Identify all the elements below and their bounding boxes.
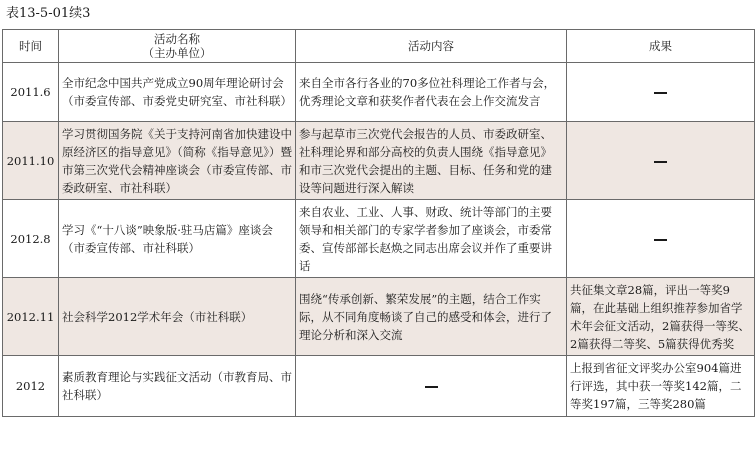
row-activity-name: 学习贯彻国务院《关于支持河南省加快建设中原经济区的指导意见》（简称《指导意见》）暨市第三次党代会精神座谈会（市委宣传部、市委政研室、市社科联） (59, 122, 296, 200)
header-activity-name (59, 30, 296, 63)
row-activity-name: 素质教育理论与实践征文活动（市教育局、市社科联） (59, 356, 296, 417)
header-content: 活动内容 (296, 30, 567, 63)
row-content: 参与起草市三次党代会报告的人员、市委政研室、社科理论界和部分高校的负责人围绕《指导意见》和市三次党代会提出的主题、目标、任务和党的建设等问题进行深入解读 (296, 122, 567, 200)
header-activity-name-label: 活动名称 (154, 32, 200, 46)
table-header-row (3, 30, 755, 63)
header-time: 时间 (3, 30, 59, 63)
dash-icon (425, 386, 438, 388)
row-content-empty (296, 356, 567, 417)
row-time: 2012.11 (3, 278, 59, 356)
header-activity-name-sub: （主办单位） (142, 46, 212, 60)
dash-icon (654, 239, 667, 241)
row-time: 2012.8 (3, 200, 59, 278)
row-activity-name: 社会科学2012学术年会（市社科联） (59, 278, 296, 356)
row-time: 2012 (3, 356, 59, 417)
table-caption: 表13-5-01续3 (6, 6, 91, 21)
row-results-empty (567, 122, 755, 200)
row-time: 2011.6 (3, 63, 59, 122)
dash-icon (654, 92, 667, 94)
activities-table (2, 29, 755, 417)
table-row (3, 356, 755, 417)
row-content: 来自农业、工业、人事、财政、统计等部门的主要领导和相关部门的专家学者参加了座谈会，市委常委、宣传部部长赵焕之同志出席会议并作了重要讲话 (296, 200, 567, 278)
table-row (3, 122, 755, 200)
row-activity-name: 学习《“十八谈”映象版·驻马店篇》座谈会（市委宣传部、市社科联） (59, 200, 296, 278)
header-results: 成果 (567, 30, 755, 63)
row-results-empty (567, 200, 755, 278)
table-row (3, 63, 755, 122)
table-row (3, 200, 755, 278)
row-time: 2011.10 (3, 122, 59, 200)
row-content: 围绕“传承创新、繁荣发展”的主题，结合工作实际，从不同角度畅谈了自己的感受和体会，进行了理论分析和深入交流 (296, 278, 567, 356)
table-row (3, 278, 755, 356)
dash-icon (654, 161, 667, 163)
row-results-empty (567, 63, 755, 122)
row-content: 来自全市各行各业的70多位社科理论工作者与会，优秀理论文章和获奖作者代表在会上作交流发言 (296, 63, 567, 122)
row-results: 上报到省征文评奖办公室904篇进行评选，其中获一等奖142篇，二等奖197篇，三等奖280篇 (567, 356, 755, 417)
row-activity-name: 全市纪念中国共产党成立90周年理论研讨会（市委宣传部、市委党史研究室、市社科联） (59, 63, 296, 122)
row-results: 共征集文章28篇，评出一等奖9篇，在此基础上组织推荐参加省学术年会征文活动，2篇获得一等奖、2篇获得二等奖、5篇获得优秀奖 (567, 278, 755, 356)
